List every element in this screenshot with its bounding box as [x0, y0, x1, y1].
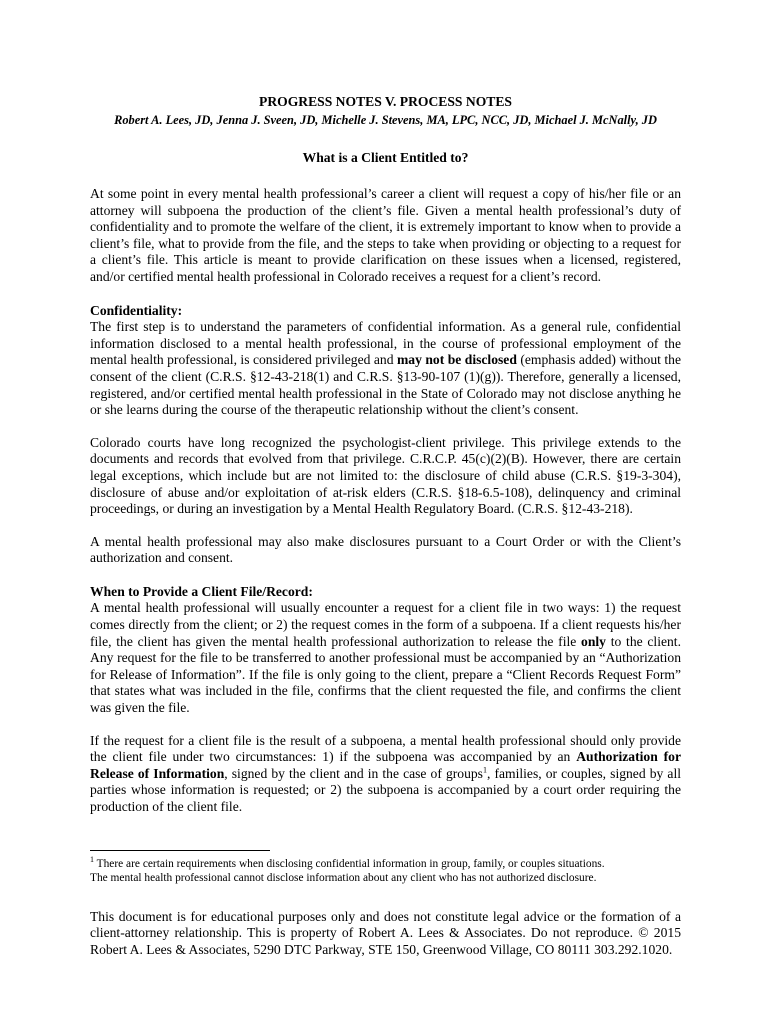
- emphasis-text: Authorization for Release of Information: [90, 749, 681, 781]
- when-to-provide-paragraph-1: [90, 600, 681, 716]
- disclaimer-paragraph: This document is for educational purposes only and does not constitute legal advice or the formation of a client-attorney relationship. This is property of Robert A. Lees & Associates. Do not reproduce. © 2015 Robert A. Lees & Associates, 5290 DTC Parkway, STE 150, Greenwood Village, CO 80111 303.292.1020.: [90, 908, 681, 957]
- when-to-provide-paragraph-2: [90, 733, 681, 816]
- footnote-divider: [90, 850, 270, 851]
- footnote-line-2: The mental health professional cannot disclose information about any client who has not authorized disclosure.: [90, 872, 597, 885]
- confidentiality-heading: Confidentiality:: [90, 302, 183, 318]
- footnote-reference[interactable]: 1: [482, 765, 487, 775]
- document-title: PROGRESS NOTES V. PROCESS NOTES: [259, 94, 512, 109]
- confidentiality-paragraph-2: Colorado courts have long recognized the psychologist-client privilege. This privilege extends to the documents and records that evolved from that privilege. C.R.C.P. 45(c)(2)(B). However, there are certain legal exceptions, which include but are not limited to: the disclosure of child abuse (C.R.S. §19-3-304), disclosure of abuse and/or exploitation of at-risk elders (C.R.S. §18-6.5-108), delinquency and criminal proceedings, or during an investigation by a Mental Health Regulatory Board. (C.R.S. §12-43-218).: [90, 434, 681, 517]
- text-run: to the client. Any request for the file to be transferred to another professional must be accompanied by an “Authorization for Release of Information”. If the file is only going to the client, prepare a “Client Records Request Form” that states what was included in the file, confirms that the client requested the file, and confirms the client was given the file.: [90, 633, 681, 716]
- document-subtitle: What is a Client Entitled to?: [302, 150, 469, 165]
- footnote-line-1: There are certain requirements when disclosing confidential information in group, family, or couples situations.: [96, 857, 605, 870]
- when-to-provide-heading: When to Provide a Client File/Record:: [90, 583, 313, 599]
- text-run: A mental health professional will usually encounter a request for a client file in two ways: 1) the request comes directly from the client; or 2) the request comes in the form of a subpoena. If a client requests his/her file, the client has given the mental health professional authorization to release the file: [90, 600, 681, 649]
- text-run: (emphasis added) without the consent of the client (C.R.S. §12-43-218(1) and C.R.S. §13-90-107 (1)(g)). Therefore, generally a licensed, registered, and/or certified mental health professional in the State of Colorado may not disclose anything he or she learns during the course of the therapeutic relationship without the client’s consent.: [90, 352, 681, 418]
- emphasis-text: only: [581, 633, 606, 649]
- footnote-marker: 1: [90, 854, 94, 864]
- emphasis-text: may not be disclosed: [396, 352, 517, 368]
- intro-paragraph: At some point in every mental health professional’s career a client will request a copy of his/her file or an attorney will subpoena the production of the client’s file. Given a mental health professional’s duty of confidentiality and to promote the welfare of the client, it is extremely important to know when to provide a client’s file, what to provide from the file, and the steps to take when providing or objecting to a request for a client’s file. This article is meant to provide clarification on these issues when a licensed, registered, and/or certified mental health professional in Colorado receives a request for a client’s record.: [90, 186, 681, 284]
- text-run: , signed by the client and in the case of groups: [224, 765, 483, 781]
- text-run: The first step is to understand the parameters of confidential information. As a general rule, confidential information disclosed to a mental health professional, in the course of professional employment of the mental health professional, is considered privileged and: [90, 319, 681, 368]
- footnote: [90, 854, 681, 886]
- author-line: Robert A. Lees, JD, Jenna J. Sveen, JD, Michelle J. Stevens, MA, LPC, NCC, JD, Michael J. McNally, JD: [114, 113, 657, 127]
- text-run: If the request for a client file is the result of a subpoena, a mental health professional should only provide the client file under two circumstances: 1) if the subpoena was accompanied by an: [90, 732, 681, 765]
- confidentiality-paragraph-1: [90, 319, 681, 419]
- text-run: , families, or couples, signed by all parties whose information is requested; or 2) the subpoena is accompanied by a court order requiring the production of the client file.: [90, 765, 681, 814]
- confidentiality-paragraph-3: A mental health professional may also make disclosures pursuant to a Court Order or with the Client’s authorization and consent.: [90, 533, 681, 566]
